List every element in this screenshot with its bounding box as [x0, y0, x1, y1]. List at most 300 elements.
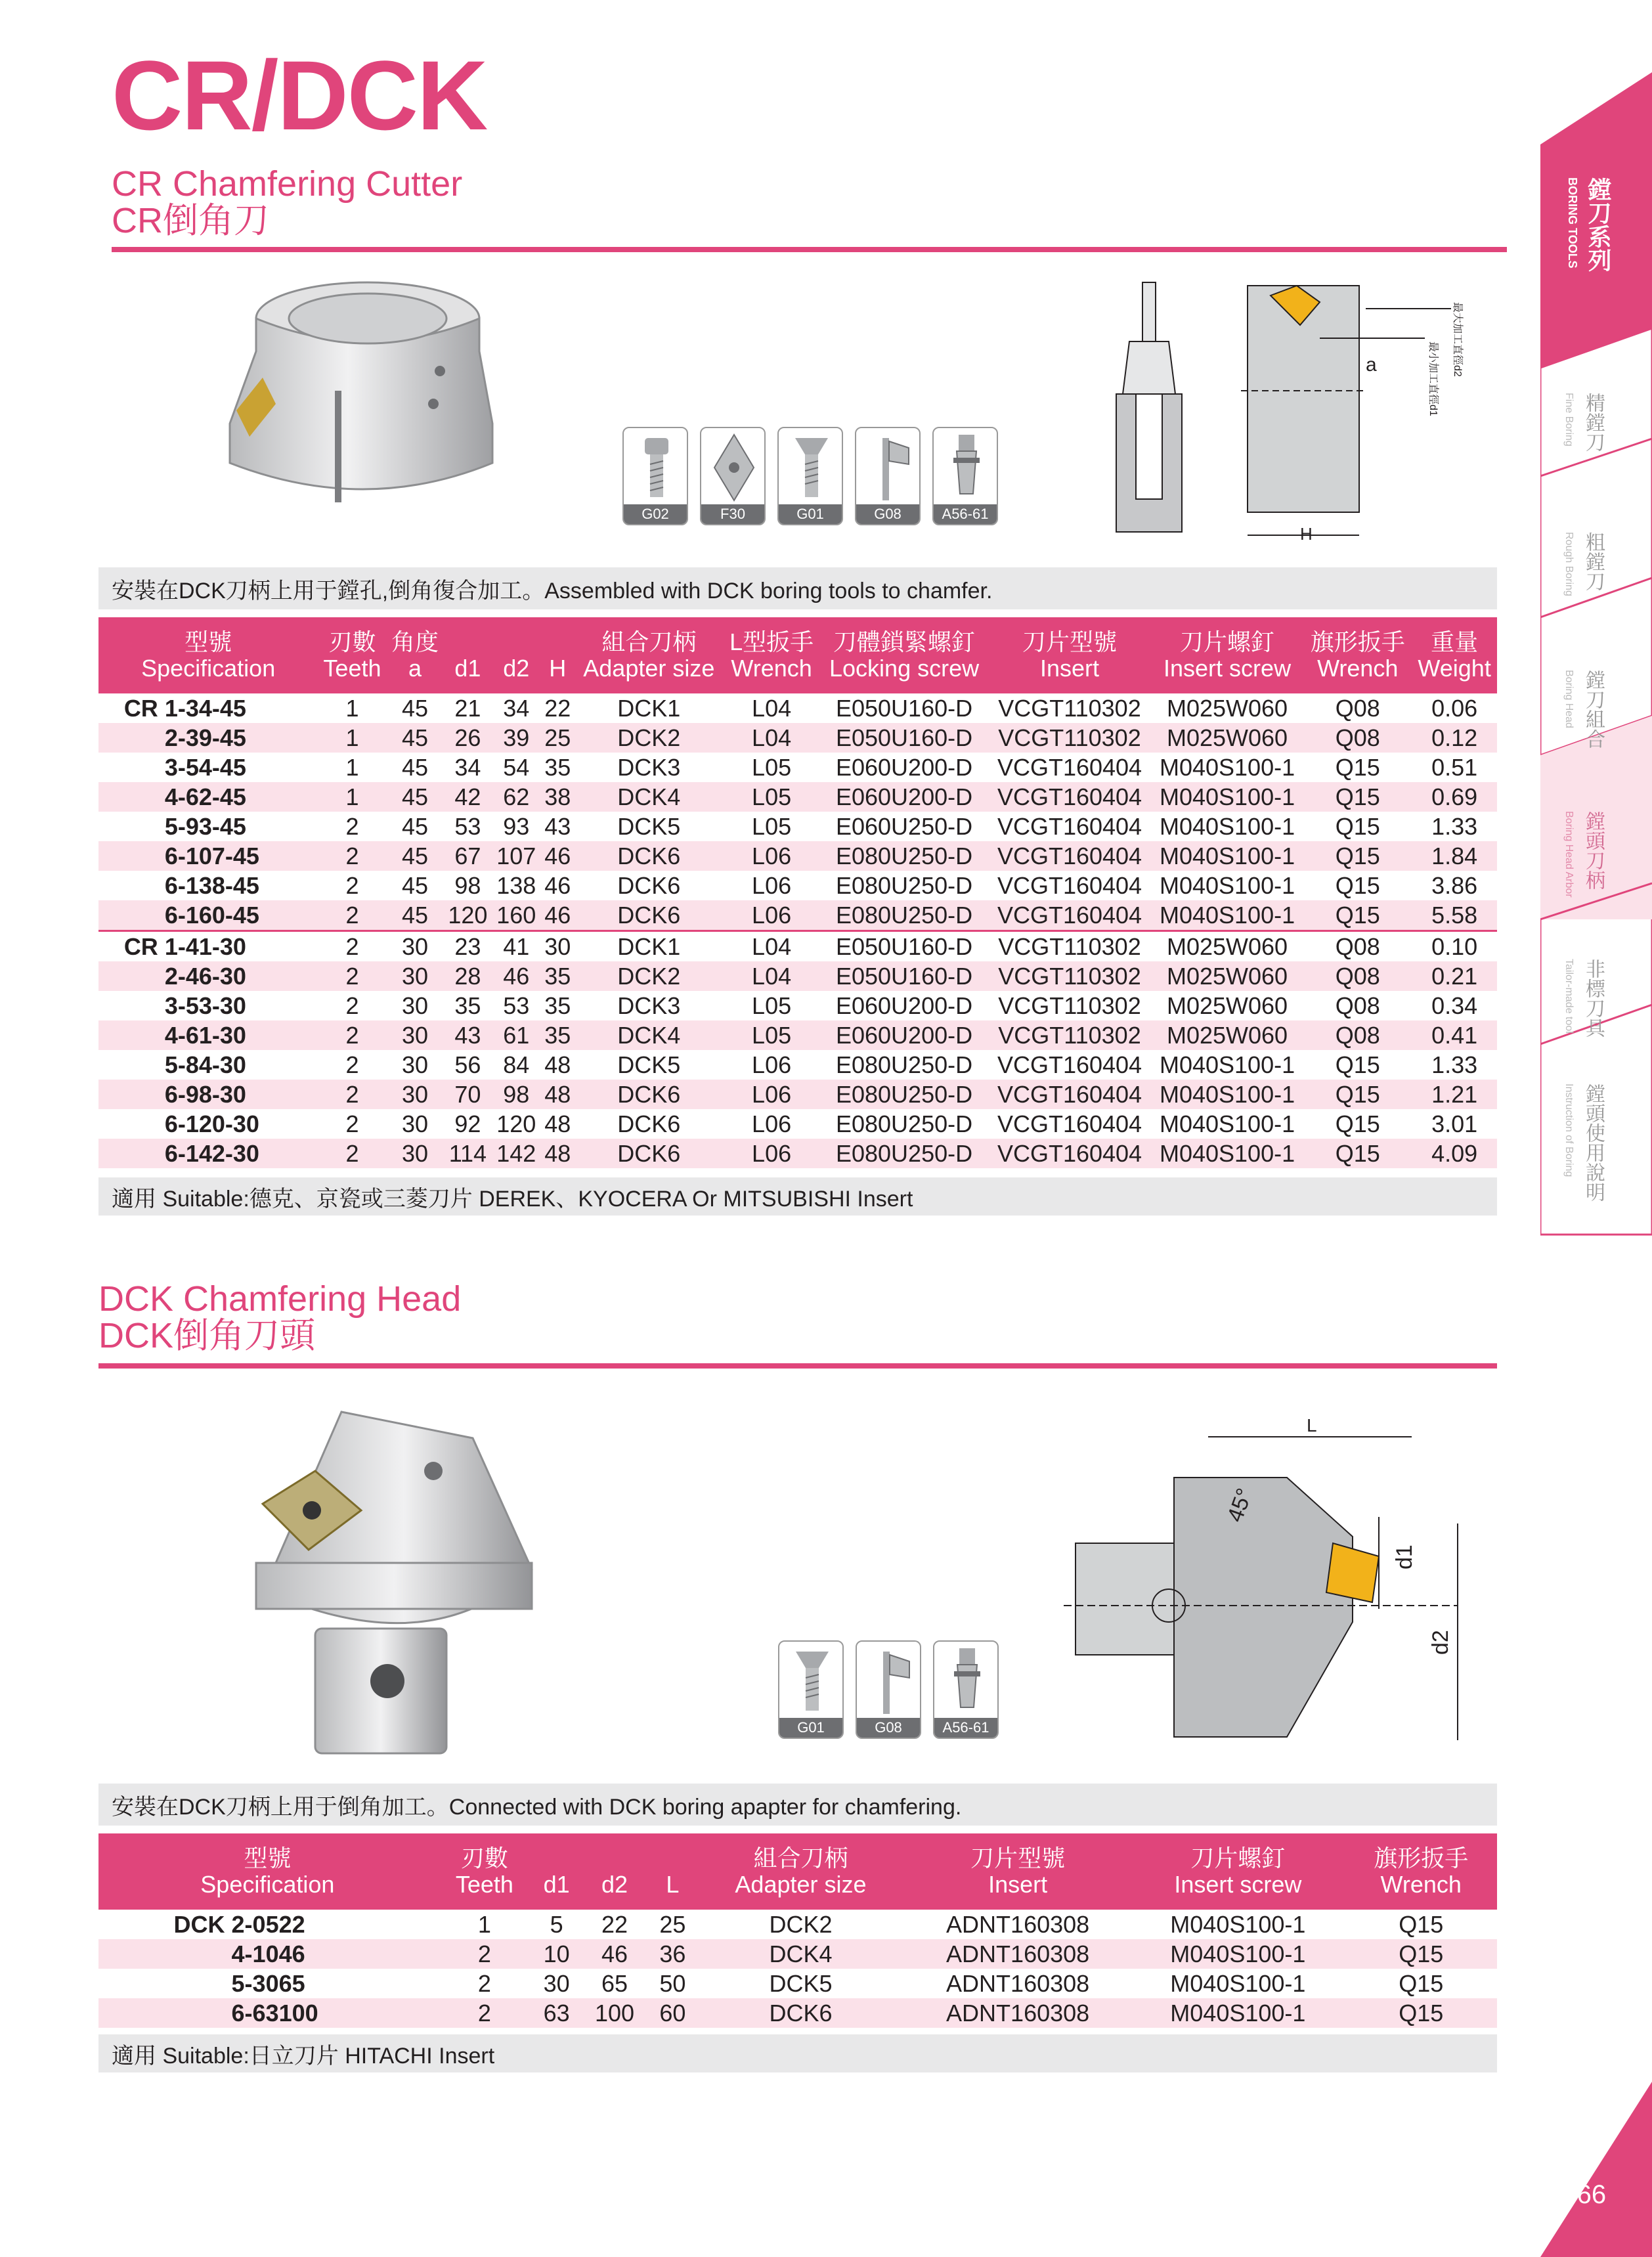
table-cell: 0.06 — [1431, 694, 1478, 722]
table-cell: 1.21 — [1412, 1080, 1497, 1109]
table-cell: 45 — [402, 871, 429, 899]
accessory-label: G08 — [856, 504, 919, 524]
table-cell: 2 — [345, 1110, 359, 1137]
table-cell: 98 — [454, 871, 481, 899]
table-cell-group — [98, 900, 162, 931]
table-cell: 46 — [544, 871, 571, 899]
cr-spec-table — [98, 617, 1497, 1168]
table-cell: 70 — [443, 1080, 492, 1109]
table-cell: VCGT160404 — [997, 812, 1142, 840]
countersunk-screw-icon — [779, 1642, 844, 1720]
table-cell: M040S100-1 — [1151, 1139, 1303, 1168]
cr-technical-drawing — [1110, 276, 1477, 545]
table-cell: M040S100-1 — [1170, 1910, 1306, 1938]
table-cell: 84 — [503, 1051, 530, 1078]
table-cell: E080U250-D — [835, 1051, 973, 1078]
table-row — [98, 1050, 1497, 1080]
col-header-locking-screw: 刀體鎖緊螺釘 Locking screw — [820, 617, 988, 693]
table-cell-code: 2-39-45 — [162, 723, 318, 753]
side-nav-item-fine-boring[interactable] — [1563, 393, 1607, 485]
table-cell: DCK6 — [575, 1080, 723, 1109]
table-cell: E060U200-D — [820, 782, 988, 812]
table-cell-group — [98, 1109, 162, 1139]
accessory-label: G01 — [779, 504, 842, 524]
table-cell-code: 3-54-45 — [164, 753, 246, 781]
table-cell: Q15 — [1303, 1080, 1412, 1109]
table-cell: L05 — [723, 782, 820, 812]
table-cell: M040S100-1 — [1131, 1939, 1345, 1969]
table-header-row — [98, 617, 1497, 693]
side-nav-item-label: 粗鏜刀 — [1582, 532, 1604, 591]
dck-spec-table — [98, 1833, 1497, 2028]
col-header-flag-wrench: 旗形扳手 Wrench — [1303, 617, 1412, 693]
table-cell: DCK5 — [617, 812, 681, 840]
table-cell: 48 — [540, 1139, 575, 1168]
table-cell: E060U200-D — [835, 992, 973, 1019]
diagram-label-l: L — [1307, 1415, 1317, 1435]
table-cell: Q15 — [1399, 1969, 1444, 1997]
section2-description: 安裝在DCK刀柄上用于倒角加工。Connected with DCK boring apapter for chamfering. — [98, 1784, 1497, 1826]
table-cell: 56 — [454, 1051, 481, 1078]
table-cell: 30 — [402, 992, 429, 1019]
table-cell: E080U250-D — [820, 1080, 988, 1109]
table-cell: 1 — [345, 753, 359, 781]
table-cell: 45 — [387, 900, 444, 931]
side-nav-active-en: BORING TOOLS — [1566, 177, 1579, 269]
table-row — [98, 991, 1497, 1020]
table-cell: 22 — [544, 694, 571, 722]
table-cell: ADNT160308 — [905, 1998, 1131, 2028]
table-cell: 2 — [318, 841, 386, 871]
section2-title-en: DCK Chamfering Head — [98, 1279, 462, 1319]
table-cell: 1 — [318, 723, 386, 753]
side-nav-item-label: 精鏜刀 — [1582, 393, 1604, 452]
accessory-g08 — [855, 427, 921, 525]
section2-title-zh: DCK倒角刀頭 — [98, 1316, 316, 1355]
table-cell: 2 — [318, 900, 386, 931]
col-header-d2: d2 — [580, 1833, 649, 1910]
table-cell-code: 6-107-45 — [162, 841, 318, 871]
table-cell: 34 — [503, 694, 530, 722]
table-cell: 22 — [601, 1910, 628, 1938]
table-cell: VCGT160404 — [997, 1110, 1142, 1137]
col-header-insert-screw: 刀片螺釘 Insert screw — [1151, 617, 1303, 693]
table-cell: L06 — [723, 841, 820, 871]
table-cell: M040S100-1 — [1131, 1998, 1345, 2028]
table-cell-code: 6-63100 — [229, 1998, 437, 2028]
table-cell: 30 — [543, 1969, 570, 1997]
table-cell: VCGT160404 — [988, 1139, 1151, 1168]
table-cell: Q15 — [1303, 841, 1412, 871]
table-cell: DCK6 — [617, 871, 681, 899]
col-header-teeth: 刃數 Teeth — [437, 1833, 533, 1910]
table-cell: 2 — [345, 992, 359, 1019]
table-cell-group: CR — [123, 694, 158, 722]
table-cell: 0.51 — [1431, 753, 1478, 781]
table-row — [98, 1969, 1497, 1998]
table-cell: 93 — [503, 812, 530, 840]
accessory-a56-61 — [933, 1640, 999, 1739]
table-row — [98, 812, 1497, 841]
table-cell: 107 — [492, 841, 540, 871]
table-cell: 2 — [318, 1139, 386, 1168]
table-cell: VCGT110302 — [998, 992, 1141, 1019]
table-cell: M040S100-1 — [1159, 753, 1295, 781]
table-cell-group — [98, 812, 162, 841]
table-cell: 2 — [318, 1080, 386, 1109]
table-cell: 35 — [540, 1020, 575, 1050]
diagram-label-max-diameter: 最大加工直徑d2 — [1452, 302, 1463, 377]
table-row — [98, 1020, 1497, 1050]
col-header-weight: 重量 Weight — [1412, 617, 1497, 693]
accessory-g01 — [778, 1640, 844, 1739]
table-cell: VCGT160404 — [988, 782, 1151, 812]
countersunk-screw-icon — [779, 428, 843, 507]
diagram-label-d2: d2 — [1428, 1630, 1453, 1655]
table-cell: Q08 — [1303, 961, 1412, 991]
table-cell: Q15 — [1345, 1998, 1497, 2028]
table-cell: DCK2 — [575, 723, 723, 753]
table-cell: E080U250-D — [835, 1110, 973, 1137]
table-cell: DCK1 — [617, 694, 681, 722]
col-header-angle: 角度 a — [387, 617, 444, 693]
table-cell: E080U250-D — [820, 900, 988, 931]
table-cell: ADNT160308 — [946, 1910, 1090, 1938]
table-cell: VCGT160404 — [988, 841, 1151, 871]
table-cell: 1 — [318, 782, 386, 812]
table-cell: M025W060 — [1166, 992, 1288, 1019]
table-cell: 1 — [477, 1910, 491, 1938]
table-cell: 142 — [492, 1139, 540, 1168]
table-cell: 45 — [402, 694, 429, 722]
table-cell: 35 — [540, 961, 575, 991]
page-number: A 66 — [1554, 2180, 1607, 2209]
page-title: CR/DCK — [112, 40, 487, 150]
table-cell: Q15 — [1345, 1939, 1497, 1969]
table-cell: VCGT160404 — [997, 871, 1142, 899]
table-cell: VCGT110302 — [988, 1020, 1151, 1050]
table-cell: 46 — [540, 841, 575, 871]
table-cell-code: 6-138-45 — [164, 871, 259, 899]
table-cell: 25 — [540, 723, 575, 753]
col-header-specification: 型號 Specification — [98, 1833, 437, 1910]
table-cell: Q08 — [1335, 694, 1380, 722]
table-cell: ADNT160308 — [905, 1939, 1131, 1969]
section1-title-zh: CR倒角刀 — [112, 201, 269, 240]
table-cell: 3.86 — [1431, 871, 1478, 899]
table-cell: 21 — [454, 694, 481, 722]
table-cell-group — [98, 723, 162, 753]
table-cell: E050U160-D — [820, 961, 988, 991]
table-row — [98, 1910, 1497, 1939]
table-row — [98, 782, 1497, 812]
table-cell: 46 — [492, 961, 540, 991]
side-nav-item-label: 鏜頭使用說明 — [1582, 1084, 1604, 1202]
table-cell: 63 — [533, 1998, 580, 2028]
col-header-wrench: L型扳手 Wrench — [723, 617, 820, 693]
table-cell: 30 — [387, 1080, 444, 1109]
table-row — [98, 723, 1497, 753]
side-nav-item-instruction[interactable] — [1563, 1084, 1607, 1208]
section1-description: 安裝在DCK刀柄上用于鏜孔,倒角復合加工。Assembled with DCK boring tools to chamfer. — [98, 567, 1497, 609]
table-cell: 0.41 — [1412, 1020, 1497, 1050]
accessory-label: A56-61 — [934, 1718, 997, 1738]
table-cell: DCK5 — [769, 1969, 833, 1997]
table-cell: 53 — [454, 812, 481, 840]
table-cell: 61 — [492, 1020, 540, 1050]
table-cell-code: 5-84-30 — [164, 1051, 246, 1078]
accessory-label: F30 — [701, 504, 764, 524]
side-nav-item-sublabel: Instruction of Boring — [1563, 1084, 1575, 1177]
table-cell: L04 — [723, 723, 820, 753]
table-cell: 53 — [503, 992, 530, 1019]
side-nav-item-tailor-made[interactable] — [1563, 959, 1607, 1051]
table-cell: VCGT110302 — [998, 694, 1141, 722]
table-cell: L05 — [752, 753, 792, 781]
screw-icon — [624, 428, 688, 507]
diagram-label-min-diameter: 最小加工直徑d1 — [1427, 341, 1439, 416]
table-cell: 28 — [443, 961, 492, 991]
table-cell: E060U200-D — [820, 1020, 988, 1050]
table-cell: VCGT110302 — [988, 723, 1151, 753]
table-cell: 45 — [387, 723, 444, 753]
section1-title-en: CR Chamfering Cutter — [112, 164, 463, 204]
table-cell-group — [98, 1080, 162, 1109]
table-cell-group: DCK — [173, 1910, 225, 1938]
table-cell: 2 — [345, 812, 359, 840]
table-cell: 35 — [544, 992, 571, 1019]
table-cell: DCK1 — [575, 931, 723, 962]
table-cell: E060U200-D — [835, 753, 973, 781]
table-cell: L06 — [752, 871, 792, 899]
table-cell: 120 — [443, 900, 492, 931]
diagram-label-a: a — [1366, 354, 1377, 376]
table-cell: 48 — [544, 1051, 571, 1078]
side-nav-item-label: 非標刀具 — [1582, 959, 1604, 1038]
table-cell: 2 — [318, 931, 386, 962]
accessory-label: G01 — [779, 1718, 842, 1738]
table-cell: 2 — [345, 1051, 359, 1078]
side-nav-item-sublabel: Tailor-made tool — [1563, 959, 1575, 1034]
table-cell-group — [98, 871, 162, 900]
table-cell: 45 — [402, 753, 429, 781]
table-cell: 120 — [496, 1110, 536, 1137]
side-nav-item-boring-head-arbor[interactable] — [1563, 811, 1607, 916]
flag-wrench-icon — [856, 428, 921, 507]
table-cell-code: 2-0522 — [231, 1910, 305, 1938]
accessory-g02 — [622, 427, 688, 525]
table-cell-code: 6-98-30 — [162, 1080, 318, 1109]
table-cell: Q15 — [1335, 753, 1380, 781]
table-cell-code: 5-93-45 — [164, 812, 246, 840]
table-cell: 0.34 — [1431, 992, 1478, 1019]
table-cell: M040S100-1 — [1159, 1110, 1295, 1137]
table-cell: 42 — [443, 782, 492, 812]
diagram-label-angle: 45° — [1222, 1485, 1258, 1525]
table-cell: Q08 — [1303, 1020, 1412, 1050]
table-cell: L06 — [752, 1110, 792, 1137]
table-cell-code: 4-1046 — [229, 1939, 437, 1969]
table-cell: M040S100-1 — [1170, 1969, 1306, 1997]
table-cell: DCK2 — [769, 1910, 833, 1938]
table-cell: 30 — [387, 1139, 444, 1168]
side-nav-item-sublabel: Boring Head Arbor — [1563, 811, 1575, 898]
table-row — [98, 1998, 1497, 2028]
table-row — [98, 900, 1497, 931]
table-cell: 43 — [544, 812, 571, 840]
table-cell-group — [98, 753, 162, 782]
table-cell: 1.33 — [1431, 812, 1478, 840]
table-cell: 38 — [540, 782, 575, 812]
table-row — [98, 961, 1497, 991]
table-cell: E060U250-D — [835, 812, 973, 840]
insert-icon — [701, 428, 766, 507]
table-cell: 30 — [387, 961, 444, 991]
table-cell: VCGT160404 — [997, 753, 1142, 781]
side-nav-item-boring-head[interactable] — [1563, 670, 1607, 762]
table-cell: 39 — [492, 723, 540, 753]
table-cell: 30 — [540, 931, 575, 962]
table-row — [98, 871, 1497, 900]
table-cell: 54 — [503, 753, 530, 781]
table-cell: 2 — [437, 1939, 533, 1969]
section1-footnote: 適用 Suitable:德克、京瓷或三菱刀片 DEREK、KYOCERA Or MITSUBISHI Insert — [98, 1177, 1497, 1216]
table-cell: 1.84 — [1412, 841, 1497, 871]
table-row — [98, 841, 1497, 871]
table-row — [98, 753, 1497, 782]
flag-wrench-icon — [857, 1642, 921, 1720]
table-cell: Q15 — [1303, 782, 1412, 812]
table-cell: 138 — [496, 871, 536, 899]
table-cell: Q15 — [1335, 1110, 1380, 1137]
table-cell: 5 — [550, 1910, 563, 1938]
table-cell: 30 — [387, 931, 444, 962]
table-cell: M040S100-1 — [1159, 1051, 1295, 1078]
section1-accessories — [622, 427, 998, 525]
table-cell: L04 — [723, 931, 820, 962]
table-row — [98, 1109, 1497, 1139]
table-cell: 46 — [580, 1939, 649, 1969]
side-nav-active[interactable] — [1563, 177, 1615, 276]
table-cell: DCK5 — [617, 1051, 681, 1078]
col-header-h: H — [540, 617, 575, 693]
table-cell: L05 — [752, 992, 792, 1019]
col-header-insert: 刀片型號 Insert — [905, 1833, 1131, 1910]
table-cell-code: 6-160-45 — [162, 900, 318, 931]
col-header-adapter: 組合刀柄 Adapter size — [575, 617, 723, 693]
table-cell: DCK3 — [617, 992, 681, 1019]
table-cell: 46 — [540, 900, 575, 931]
table-cell: DCK6 — [697, 1998, 905, 2028]
table-cell-code: 6-120-30 — [164, 1110, 259, 1137]
table-cell-code: 2-46-30 — [162, 961, 318, 991]
accessory-a56-61 — [932, 427, 998, 525]
table-cell: E080U250-D — [835, 871, 973, 899]
table-cell: L05 — [723, 1020, 820, 1050]
table-cell: E080U250-D — [820, 1139, 988, 1168]
table-cell: E050U160-D — [820, 931, 988, 962]
table-cell: 26 — [443, 723, 492, 753]
accessory-label: G08 — [857, 1718, 920, 1738]
col-header-teeth: 刃數 Teeth — [318, 617, 386, 693]
table-cell: 1 — [345, 694, 359, 722]
table-cell: 2 — [477, 1969, 491, 1997]
table-row — [98, 693, 1497, 723]
table-cell: E050U160-D — [835, 694, 973, 722]
table-cell-group — [98, 782, 162, 812]
table-cell: 0.10 — [1412, 931, 1497, 962]
table-cell: 23 — [443, 931, 492, 962]
table-cell: 2 — [318, 961, 386, 991]
side-nav-item-rough-boring[interactable] — [1563, 532, 1607, 624]
dck-head-photo — [236, 1399, 538, 1766]
table-cell: L06 — [723, 1080, 820, 1109]
col-header-d2: d2 — [492, 617, 540, 693]
table-cell: Q15 — [1335, 812, 1380, 840]
table-cell: L05 — [752, 812, 792, 840]
col-header-adapter: 組合刀柄 Adapter size — [697, 1833, 905, 1910]
table-cell: 0.12 — [1412, 723, 1497, 753]
table-cell: 48 — [540, 1080, 575, 1109]
table-cell: 2 — [437, 1998, 533, 2028]
table-cell: 2 — [318, 1020, 386, 1050]
table-cell-code: 4-62-45 — [162, 782, 318, 812]
col-header-d1: d1 — [443, 617, 492, 693]
col-header-insert: 刀片型號 Insert — [988, 617, 1151, 693]
table-row — [98, 1939, 1497, 1969]
table-cell: 25 — [659, 1910, 686, 1938]
table-cell: 60 — [649, 1998, 697, 2028]
table-cell-code: 1-41-30 — [162, 931, 318, 962]
table-cell: M040S100-1 — [1151, 900, 1303, 931]
table-cell: VCGT110302 — [988, 961, 1151, 991]
table-cell: 114 — [443, 1139, 492, 1168]
col-header-d1: d1 — [533, 1833, 580, 1910]
cr-cutter-photo — [223, 273, 499, 509]
table-cell: 62 — [492, 782, 540, 812]
table-cell: M040S100-1 — [1159, 871, 1295, 899]
table-cell-code: 4-61-30 — [162, 1020, 318, 1050]
accessory-label: G02 — [624, 504, 687, 524]
table-cell: M040S100-1 — [1159, 812, 1295, 840]
table-cell-group — [98, 841, 162, 871]
table-cell: 92 — [454, 1110, 481, 1137]
table-cell: DCK3 — [617, 753, 681, 781]
table-row — [98, 1080, 1497, 1109]
table-cell: Q08 — [1335, 992, 1380, 1019]
table-cell: M025W060 — [1151, 931, 1303, 962]
section2-footnote: 適用 Suitable:日立刀片 HITACHI Insert — [98, 2034, 1497, 2072]
accessory-f30 — [700, 427, 766, 525]
table-cell: 100 — [580, 1998, 649, 2028]
col-header-flag-wrench: 旗形扳手 Wrench — [1345, 1833, 1497, 1910]
table-row — [98, 931, 1497, 962]
table-cell: 35 — [454, 992, 481, 1019]
table-cell: 65 — [601, 1969, 628, 1997]
table-cell: DCK4 — [575, 782, 723, 812]
table-cell: VCGT110302 — [988, 931, 1151, 962]
table-row — [98, 1139, 1497, 1168]
table-cell-group: CR — [98, 931, 162, 962]
table-cell: 2 — [345, 871, 359, 899]
section2-divider — [98, 1363, 1497, 1369]
table-cell: M040S100-1 — [1151, 782, 1303, 812]
dck-technical-drawing — [1064, 1405, 1471, 1747]
table-cell: M040S100-1 — [1151, 1080, 1303, 1109]
table-header-row — [98, 1833, 1497, 1910]
side-nav-item-sublabel: Fine Boring — [1563, 393, 1575, 447]
table-cell: DCK6 — [617, 1110, 681, 1137]
